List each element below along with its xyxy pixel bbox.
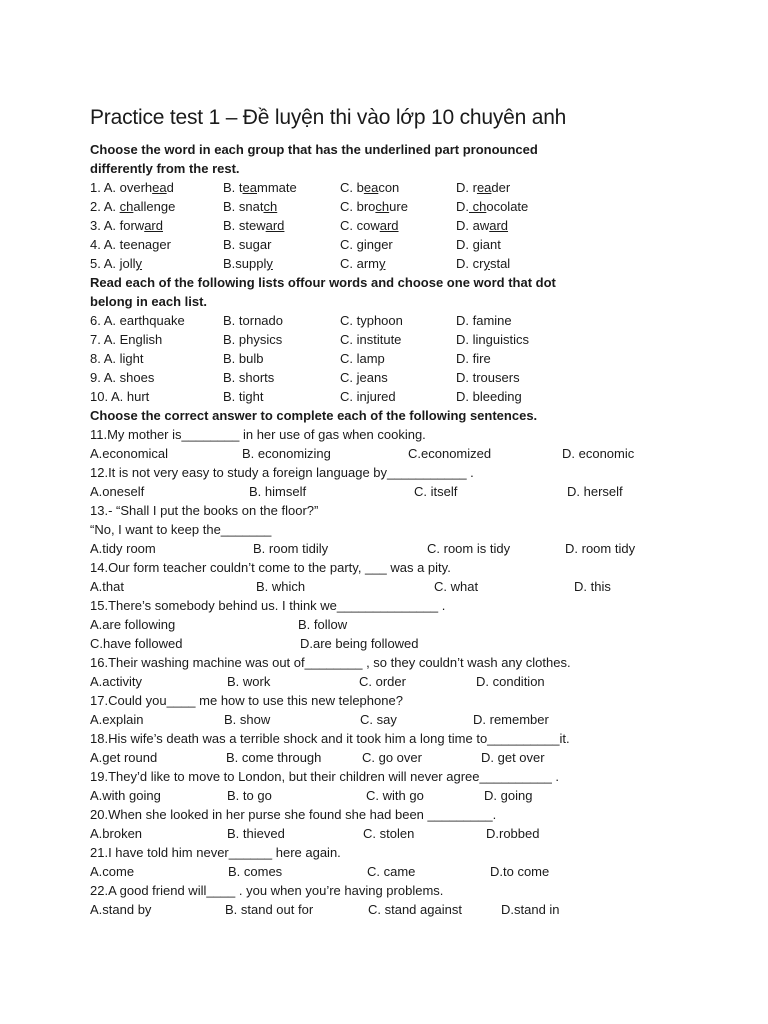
answer-option: A.broken — [90, 826, 143, 841]
answer-options — [90, 577, 730, 596]
answer-option: D.are being followed — [300, 636, 419, 651]
answer-option: B. follow — [298, 617, 348, 632]
answer-option: B. show — [224, 712, 271, 727]
option-a: 10. A. hurt — [90, 389, 150, 404]
underlined-part: y — [483, 256, 490, 271]
option-d — [456, 254, 510, 273]
option-text: 3. A. forw — [90, 218, 145, 233]
pronunciation-row — [90, 235, 730, 254]
section1-instruction-line2: differently from the rest. — [90, 161, 240, 176]
answer-option: C. came — [367, 864, 416, 879]
pronunciation-row — [90, 178, 730, 197]
option-text: ure — [389, 199, 408, 214]
question-text: 17.Could you____ me how to use this new telephone? — [90, 693, 403, 708]
answer-option: B. room tidily — [253, 541, 329, 556]
underlined-part: y — [379, 256, 386, 271]
option-text: D. — [456, 199, 469, 214]
option-b: B. tornado — [223, 313, 283, 328]
question-item — [90, 691, 730, 729]
underlined-part: ch — [119, 199, 134, 214]
option-b — [223, 178, 297, 197]
option-d — [456, 197, 528, 216]
document-page — [90, 104, 730, 919]
answer-option: B. economizing — [242, 446, 331, 461]
answer-option: A.are following — [90, 617, 176, 632]
option-text: der — [491, 180, 511, 195]
underlined-part: ch — [469, 199, 487, 214]
answer-options — [90, 444, 730, 463]
option-text: d — [166, 180, 174, 195]
option-text: allenge — [133, 199, 176, 214]
option-a — [90, 254, 142, 273]
underlined-part: ch — [263, 199, 278, 214]
odd-one-out-row — [90, 330, 730, 349]
question-item — [90, 596, 730, 653]
answer-option: D.to come — [490, 864, 550, 879]
question-item — [90, 805, 730, 843]
option-text: 5. A. joll — [90, 256, 136, 271]
answer-option: A.get round — [90, 750, 158, 765]
question-item — [90, 463, 730, 501]
question-item — [90, 767, 730, 805]
option-text: C. arm — [340, 256, 379, 271]
question-text: “No, I want to keep the_______ — [90, 522, 272, 537]
answer-option: C. go over — [362, 750, 422, 765]
option-d: D. linguistics — [456, 332, 529, 347]
answer-option: D. this — [574, 579, 611, 594]
question-item — [90, 501, 730, 558]
option-text: D. cr — [456, 256, 484, 271]
underlined-part: ea — [152, 180, 167, 195]
answer-option: C. itself — [414, 484, 458, 499]
answer-option: D. economic — [562, 446, 635, 461]
question-text: 16.Their washing machine was out of________ , so they couldn’t wash any clothes. — [90, 655, 571, 670]
option-b — [223, 254, 273, 273]
answer-option: A.come — [90, 864, 135, 879]
answer-option: A.oneself — [90, 484, 145, 499]
question-text: 13.- “Shall I put the books on the floor?” — [90, 503, 319, 518]
odd-one-out-row — [90, 349, 730, 368]
option-b: B. shorts — [223, 370, 275, 385]
underlined-part: ea — [242, 180, 257, 195]
answer-option: A.activity — [90, 674, 143, 689]
answer-option: C. order — [359, 674, 406, 689]
option-b — [223, 216, 284, 235]
odd-one-out-row — [90, 368, 730, 387]
option-text: B. sugar — [223, 237, 272, 252]
option-c — [340, 178, 399, 197]
option-text: 4. A. teenager — [90, 237, 171, 252]
question-text: 21.I have told him never______ here again. — [90, 845, 341, 860]
section2-instruction-line2: belong in each list. — [90, 294, 208, 309]
answer-option: A.with going — [90, 788, 161, 803]
option-d — [456, 216, 508, 235]
question-item — [90, 843, 730, 881]
answer-option: D. herself — [567, 484, 623, 499]
section3-instruction: Choose the correct answer to complete each of the following sentences. — [90, 408, 538, 423]
option-b — [223, 197, 277, 216]
pronunciation-row — [90, 254, 730, 273]
answer-options — [90, 634, 730, 653]
question-text: 15.There’s somebody behind us. I think we______________ . — [90, 598, 446, 613]
option-text: D. aw — [456, 218, 490, 233]
odd-one-out-row — [90, 311, 730, 330]
option-a — [90, 178, 174, 197]
answer-option: B. come through — [226, 750, 322, 765]
answer-options — [90, 862, 730, 881]
answer-option: A.stand by — [90, 902, 152, 917]
underlined-part: ard — [265, 218, 285, 233]
answer-option: D.robbed — [486, 826, 540, 841]
option-text: 1. A. overh — [90, 180, 153, 195]
section3-items — [90, 425, 730, 919]
question-text: 12.It is not very easy to study a foreign language by___________ . — [90, 465, 474, 480]
question-text: 20.When she looked in her purse she found she had been _________. — [90, 807, 497, 822]
answer-option: D. condition — [476, 674, 545, 689]
answer-options — [90, 786, 730, 805]
answer-options — [90, 710, 730, 729]
option-a: 7. A. English — [90, 332, 163, 347]
answer-option: A.tidy room — [90, 541, 156, 556]
answer-options — [90, 900, 730, 919]
option-b: B. physics — [223, 332, 283, 347]
answer-option: B. which — [256, 579, 306, 594]
option-c — [340, 235, 393, 254]
option-c: C. institute — [340, 332, 402, 347]
underlined-part: y — [266, 256, 273, 271]
odd-one-out-row — [90, 387, 730, 406]
section1-instruction — [90, 140, 730, 178]
answer-option: C. what — [434, 579, 479, 594]
option-d — [456, 235, 501, 254]
question-text: 18.His wife’s death was a terrible shock and it took him a long time to__________it. — [90, 731, 570, 746]
answer-option: B. work — [227, 674, 271, 689]
answer-option: C. stolen — [363, 826, 415, 841]
answer-option: B. comes — [228, 864, 283, 879]
option-text: D. giant — [456, 237, 501, 252]
answer-option: C. with go — [366, 788, 424, 803]
option-text: C. cow — [340, 218, 380, 233]
answer-option: D. remember — [473, 712, 549, 727]
option-c — [340, 216, 399, 235]
option-text: B. stew — [223, 218, 266, 233]
option-c — [340, 197, 408, 216]
answer-options — [90, 482, 730, 501]
option-a — [90, 197, 175, 216]
option-text: D. r — [456, 180, 477, 195]
option-d: D. fire — [456, 351, 491, 366]
answer-options — [90, 539, 730, 558]
question-item — [90, 729, 730, 767]
underlined-part: ard — [144, 218, 163, 233]
option-c: C. lamp — [340, 351, 385, 366]
option-c: C. injured — [340, 389, 396, 404]
section1-instruction-line1: Choose the word in each group that has the underlined part pronounced — [90, 142, 538, 157]
answer-option: A.explain — [90, 712, 144, 727]
option-text: mmate — [256, 180, 297, 195]
pronunciation-row — [90, 197, 730, 216]
question-text: 19.They’d like to move to London, but their children will never agree__________ . — [90, 769, 560, 784]
option-text: C. bro — [340, 199, 376, 214]
answer-options — [90, 672, 730, 691]
option-a — [90, 235, 171, 254]
answer-option: B. thieved — [227, 826, 285, 841]
option-text: B. t — [223, 180, 243, 195]
option-c: C. jeans — [340, 370, 388, 385]
option-text: B. snat — [223, 199, 264, 214]
answer-option: D. room tidy — [565, 541, 636, 556]
underlined-part: ea — [476, 180, 492, 195]
option-text: B.suppl — [223, 256, 267, 271]
answer-option: D. get over — [481, 750, 545, 765]
option-c: C. typhoon — [340, 313, 403, 328]
option-c — [340, 254, 386, 273]
answer-option: B. stand out for — [225, 902, 314, 917]
underlined-part: ard — [379, 218, 399, 233]
section1-rows — [90, 178, 730, 273]
underlined-part: y — [135, 256, 143, 271]
option-text: C. b — [340, 180, 364, 195]
answer-option: B. to go — [227, 788, 272, 803]
section2-instruction-line1: Read each of the following lists offour words and choose one word that dot — [90, 275, 556, 290]
option-a: 8. A. light — [90, 351, 144, 366]
option-a: 6. A. earthquake — [90, 313, 185, 328]
option-text: ocolate — [486, 199, 529, 214]
answer-option: A.that — [90, 579, 124, 594]
option-d: D. bleeding — [456, 389, 522, 404]
page-title: Practice test 1 – Đề luyện thi vào lớp 10 chuyên anh — [90, 106, 567, 129]
answer-option: D.stand in — [501, 902, 560, 917]
answer-options — [90, 748, 730, 767]
question-item — [90, 558, 730, 596]
question-item — [90, 653, 730, 691]
pronunciation-row — [90, 216, 730, 235]
option-text: stal — [489, 256, 511, 271]
answer-option: C. say — [360, 712, 397, 727]
answer-option: C.have followed — [90, 636, 183, 651]
option-text: con — [378, 180, 400, 195]
answer-option: B. himself — [249, 484, 307, 499]
underlined-part: ch — [375, 199, 390, 214]
answer-option: C. room is tidy — [427, 541, 511, 556]
option-d — [456, 178, 510, 197]
option-b: B. bulb — [223, 351, 264, 366]
question-text: 14.Our form teacher couldn’t come to the party, ___ was a pity. — [90, 560, 451, 575]
option-a — [90, 216, 163, 235]
option-a: 9. A. shoes — [90, 370, 155, 385]
underlined-part: ard — [489, 218, 509, 233]
question-text: 11.My mother is________ in her use of gas when cooking. — [90, 427, 426, 442]
option-text: C. ginger — [340, 237, 393, 252]
option-d: D. famine — [456, 313, 512, 328]
answer-option: D. going — [484, 788, 533, 803]
underlined-part: ea — [363, 180, 379, 195]
section2-rows — [90, 311, 730, 406]
answer-options — [90, 615, 730, 634]
section2-instruction — [90, 273, 730, 311]
answer-options — [90, 824, 730, 843]
answer-option: C. stand against — [368, 902, 462, 917]
answer-option: A.economical — [90, 446, 169, 461]
option-b: B. tight — [223, 389, 264, 404]
question-item — [90, 425, 730, 463]
option-text: 2. A. — [90, 199, 120, 214]
option-b — [223, 235, 271, 254]
answer-option: C.economized — [408, 446, 492, 461]
question-item — [90, 881, 730, 919]
question-text: 22.A good friend will____ . you when you’re having problems. — [90, 883, 444, 898]
option-d: D. trousers — [456, 370, 520, 385]
